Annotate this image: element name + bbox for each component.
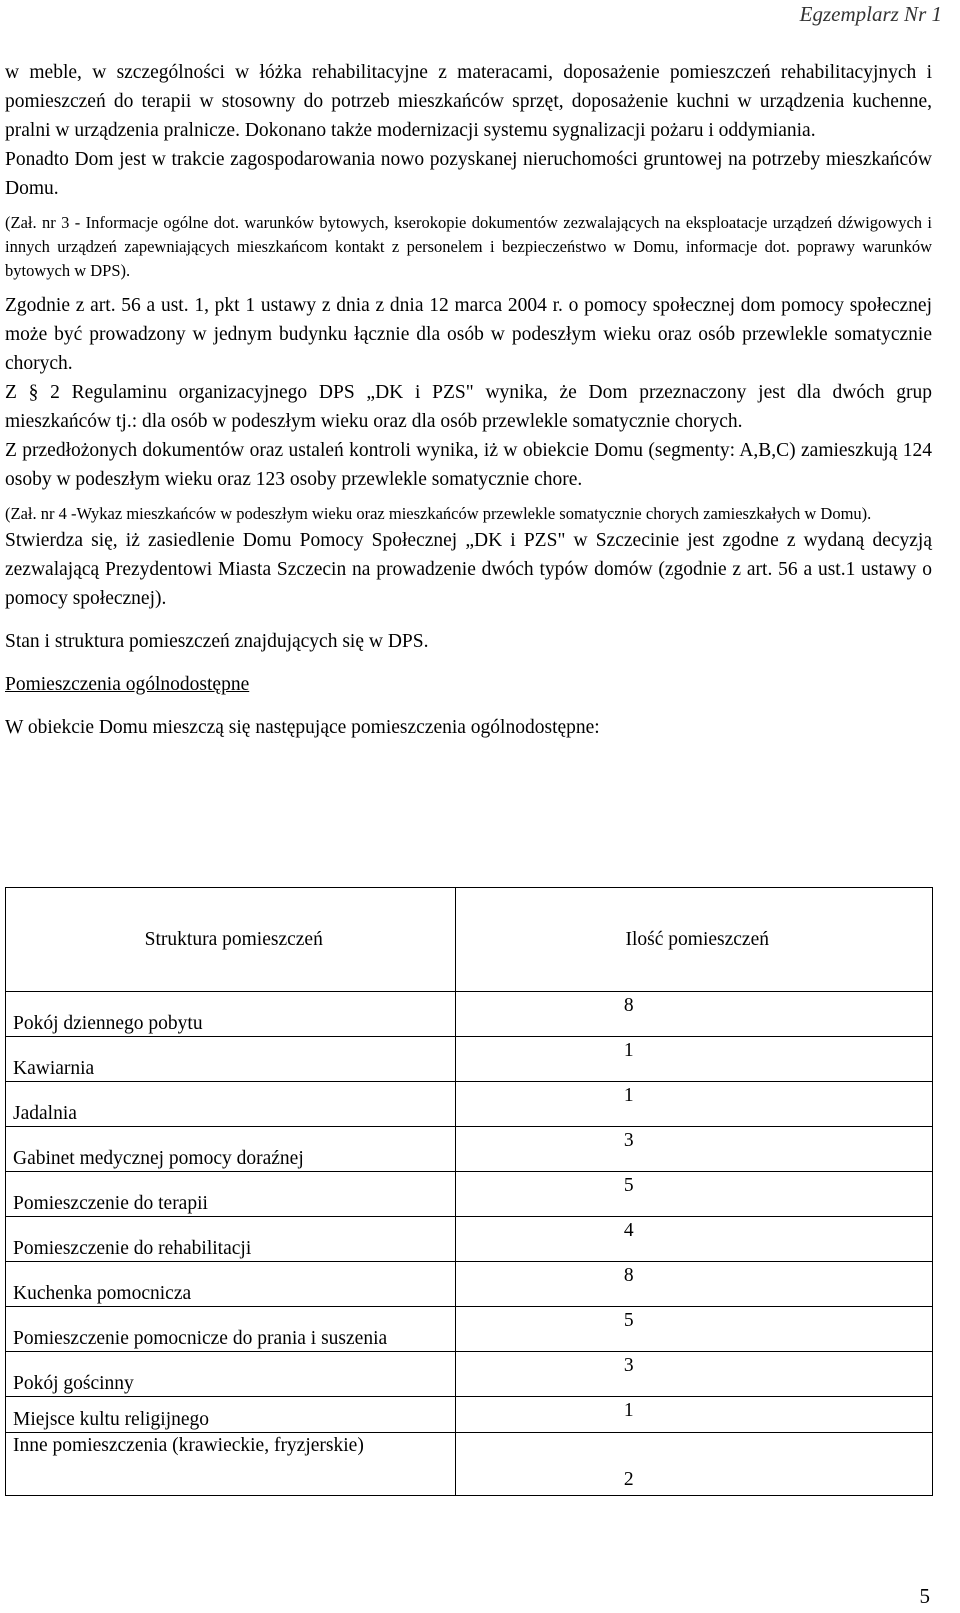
table-row — [6, 1172, 933, 1217]
room-count: 5 — [455, 1172, 933, 1217]
room-name: Inne pomieszczenia (krawieckie, fryzjerskie) — [6, 1433, 456, 1496]
table-header-row — [6, 888, 933, 992]
table-row — [6, 1307, 933, 1352]
table-row — [6, 1037, 933, 1082]
room-name: Jadalnia — [6, 1082, 456, 1127]
room-name: Pokój dziennego pobytu — [6, 992, 456, 1037]
room-name: Pomieszczenie do terapii — [6, 1172, 456, 1217]
attachment-note-4: (Zał. nr 4 -Wykaz mieszkańców w podeszłym wieku oraz mieszkańców przewlekle somatycznie chorych zamieszkałych w Domu). — [5, 504, 872, 523]
rooms-table — [5, 887, 933, 1496]
room-count: 2 — [455, 1433, 933, 1496]
room-name: Pokój gościnny — [6, 1352, 456, 1397]
table-row — [6, 1433, 933, 1496]
page-number: 5 — [919, 1584, 930, 1608]
room-count: 4 — [455, 1217, 933, 1262]
room-count: 8 — [455, 1262, 933, 1307]
room-name: Miejsce kultu religijnego — [6, 1397, 456, 1433]
table-row — [6, 1217, 933, 1262]
paragraph-regulations: Z § 2 Regulaminu organizacyjnego DPS „DK i PZS" wynika, że Dom przeznaczony jest dla dwóch grup mieszkańców tj.: dla osób w podeszłym wieku oraz dla osób przewlekle somatycznie chorych. — [5, 382, 932, 432]
room-name: Kawiarnia — [6, 1037, 456, 1082]
room-count: 3 — [455, 1127, 933, 1172]
copy-label: Egzemplarz Nr 1 — [799, 2, 942, 26]
room-count: 1 — [455, 1082, 933, 1127]
attachment-note-3: (Zał. nr 3 - Informacje ogólne dot. warunków bytowych, kserokopie dokumentów zezwalających na eksploatacje urządzeń dźwigowych i innych urządzeń zapewniających mieszkańcom kontakt z personelem i bezpieczeństwo w Domu, informacje dot. poprawy warunków bytowych w DPS). — [5, 213, 932, 280]
room-count: 8 — [455, 992, 933, 1037]
paragraph-land-development: Ponadto Dom jest w trakcie zagospodarowania nowo pozyskanej nieruchomości gruntowej na potrzeby mieszkańców Domu. — [5, 149, 932, 199]
room-count: 1 — [455, 1397, 933, 1433]
section-heading-common-rooms: Pomieszczenia ogólnodostępne — [5, 674, 250, 695]
paragraph-structure-intro: Stan i struktura pomieszczeń znajdujących się w DPS. — [5, 631, 429, 652]
room-name: Pomieszczenie pomocnicze do prania i suszenia — [6, 1307, 456, 1352]
room-count: 3 — [455, 1352, 933, 1397]
room-name: Pomieszczenie do rehabilitacji — [6, 1217, 456, 1262]
header-room-structure: Struktura pomieszczeń — [6, 888, 456, 992]
document-body — [5, 58, 932, 742]
paragraph-conclusion: Stwierdza się, iż zasiedlenie Domu Pomocy Społecznej „DK i PZS" w Szczecinie jest zgodne z wydaną decyzją zezwalającą Prezydentowi Miasta Szczecin na prowadzenie dwóch typów domów (zgodnie z art. 56 a ust.1 ustawy o pomocy społecznej). — [5, 530, 932, 609]
paragraph-modernization: w meble, w szczególności w łóżka rehabilitacyjne z materacami, doposażenie pomieszczeń rehabilitacyjnych i pomieszczeń do terapii w stosowny do potrzeb mieszkańców sprzęt, doposażenie kuchni w urządzenia kuchenne, pralni w urządzenia pralnicze. Dokonano także modernizacji systemu sygnalizacji pożaru i oddymiania. — [5, 62, 932, 141]
table-row — [6, 1352, 933, 1397]
room-count: 1 — [455, 1037, 933, 1082]
table-row — [6, 1397, 933, 1433]
room-count: 5 — [455, 1307, 933, 1352]
table-row — [6, 1262, 933, 1307]
table-row — [6, 1127, 933, 1172]
table-row — [6, 992, 933, 1037]
header-room-count: Ilość pomieszczeń — [455, 888, 933, 992]
paragraph-residents: Z przedłożonych dokumentów oraz ustaleń kontroli wynika, iż w obiekcie Domu (segmenty: A,B,C) zamieszkują 124 osoby w podeszłym wieku oraz 123 osoby przewlekle somatycznie chore. — [5, 440, 932, 490]
room-name: Kuchenka pomocnicza — [6, 1262, 456, 1307]
paragraph-rooms-intro: W obiekcie Domu mieszczą się następujące pomieszczenia ogólnodostępne: — [5, 717, 600, 738]
table-row — [6, 1082, 933, 1127]
room-name: Gabinet medycznej pomocy doraźnej — [6, 1127, 456, 1172]
paragraph-legal-basis: Zgodnie z art. 56 a ust. 1, pkt 1 ustawy z dnia z dnia 12 marca 2004 r. o pomocy społecznej dom pomocy społecznej może być prowadzony w jednym budynku łącznie dla osób w podeszłym wieku oraz osób przewlekle somatycznie chorych. — [5, 295, 932, 374]
